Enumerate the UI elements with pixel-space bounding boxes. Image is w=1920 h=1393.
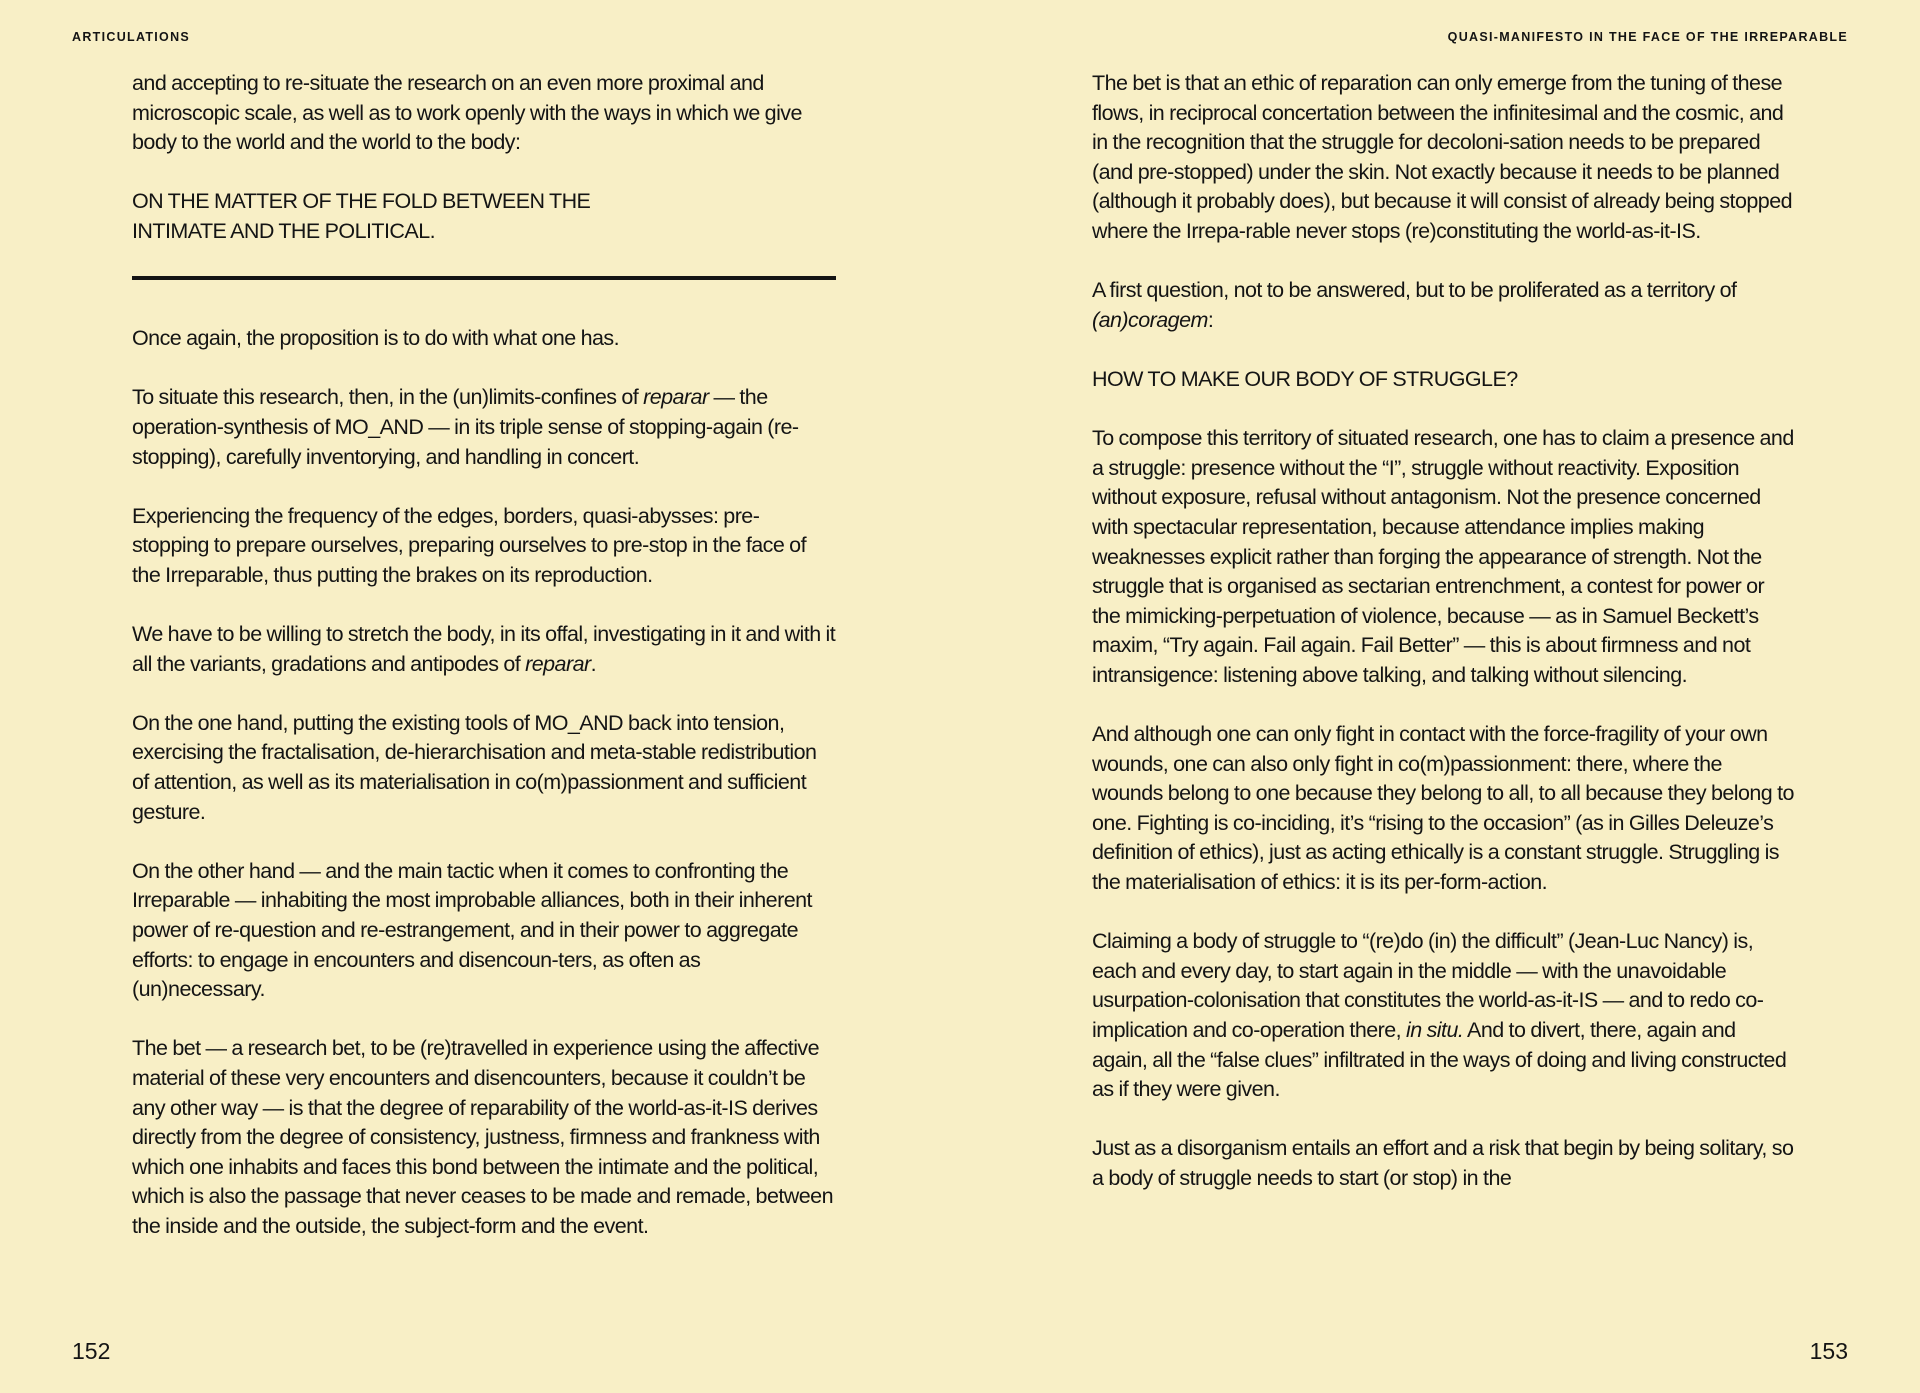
paragraph: Just as a disorganism entails an effort and a risk that begin by being solitary, so a body of struggle needs to start (or stop) in the [1092, 1136, 1794, 1190]
paragraph [1092, 927, 1794, 1105]
italic-term: (an)coragem [1092, 307, 1208, 332]
right-page-column [1092, 69, 1794, 1223]
left-page-column [132, 69, 836, 1271]
text-span: To situate this research, then, in the (un)limits-confines of [132, 385, 644, 410]
paragraph: The bet — a research bet, to be (re)travelled in experience using the affective material of these very encounters and disencounters, because it couldn’t be any other way — is that the degree of reparability of the world-as-it-IS derives directly from the degree of consistency, justness, firmness and frankness with which one inhabits and faces this bond between the intimate and the political, which is also the passage that never ceases to be made and remade, between the inside and the outside, the subject-form and the event. [132, 1036, 833, 1238]
text-span: : [1207, 307, 1214, 332]
paragraph [1092, 276, 1794, 335]
paragraph: On the one hand, putting the existing tools of MO_AND back into tension, exercising the fractalisation, de-hierarchisation and meta-stable redistribution of attention, as well as its materialisation in co(m)passionment and sufficient gesture. [132, 710, 817, 824]
paragraph: Once again, the proposition is to do with what one has. [132, 326, 620, 351]
text-span: . [590, 651, 597, 676]
running-header-left: ARTICULATIONS [72, 30, 191, 44]
running-header-right: QUASI-MANIFESTO IN THE FACE OF THE IRREPARABLE [1447, 30, 1848, 44]
paragraph: To compose this territory of situated research, one has to claim a presence and a struggle: presence without the “I”, struggle without reactivity. Exposition without exposure, refusal without antagonism. Not the presence concerned with spectacular representation, because attendance implies making weaknesses explicit rather than forging the appearance of strength. Not the struggle that is organised as sectarian entrenchment, a contest for power or the mimicking-perpetuation of violence, because — as in Samuel Beckett’s maxim, “Try again. Fail again. Fail Better” — this is about firmness and not intransigence: listening above talking, and talking without silencing. [1092, 426, 1794, 687]
section-heading: ON THE MATTER OF THE FOLD BETWEEN THE INTIMATE AND THE POLITICAL. [132, 189, 591, 243]
text-span: And to divert, there, again and again, all the “false clues” infiltrated in the ways of doing and living constructed as if they were given. [1092, 1018, 1787, 1102]
italic-term: reparar [643, 385, 709, 410]
text-span: Claiming a body of struggle to “(re)do (in) the difficult” (Jean-Luc Nancy) is, each and every day, to start again in the middle — with the unavoidable usurpation-colonisation that constitutes the world-as-it-IS — and to redo co-implication and co-operation there, [1092, 929, 1764, 1042]
text-span: A first question, not to be answered, but to be proliferated as a territory of [1092, 278, 1737, 303]
section-heading: HOW TO MAKE OUR BODY OF STRUGGLE? [1092, 366, 1518, 391]
page-number-left: 152 [72, 1338, 111, 1364]
paragraph: The bet is that an ethic of reparation can only emerge from the tuning of these flows, in reciprocal concertation between the infinitesimal and the cosmic, and in the recognition that the struggle for decoloni-sation needs to be prepared (and pre-stopped) under the skin. Not exactly because it needs to be planned (although it probably does), but because it will consist of already being stopped where the Irrepa-rable never stops (re)constituting the world-as-it-IS. [1092, 71, 1793, 243]
paragraph: On the other hand — and the main tactic when it comes to confronting the Irreparable — inhabiting the most improbable alliances, both in their inherent power of re-question and re-estrangement, and in their power to aggregate efforts: to engage in encounters and disencoun-ters, as often as (un)necessary. [132, 858, 812, 1002]
horizontal-rule [132, 276, 836, 280]
paragraph [132, 383, 836, 472]
paragraph [132, 620, 836, 679]
intro-paragraph: and accepting to re-situate the research on an even more proximal and microscopic scale, as well as to work openly with the ways in which we give body to the world and the world to the body: [132, 71, 802, 155]
paragraph: And although one can only fight in contact with the force-fragility of your own wounds, one can also only fight in co(m)passionment: there, where the wounds belong to one because they belong to all, to all because they belong to one. Fighting is co-inciding, it’s “rising to the occasion” (as in Gilles Deleuze’s definition of ethics), just as acting ethically is a constant struggle. Struggling is the materialisation of ethics: it is its per-form-action. [1092, 722, 1794, 895]
page-number-right: 153 [1809, 1338, 1848, 1364]
italic-term: reparar [525, 651, 591, 676]
text-span: We have to be willing to stretch the body, in its offal, investigating in it and with it all the variants, gradations and antipodes of [132, 622, 836, 676]
text-span: — the operation-synthesis of MO_AND — in its triple sense of stopping-again (re-stopping), carefully inventorying, and handling in concert. [132, 385, 799, 469]
paragraph: Experiencing the frequency of the edges, borders, quasi-abysses: pre-stopping to prepare ourselves, preparing ourselves to pre-stop in the face of the Irreparable, thus putting the brakes on its reproduction. [132, 503, 807, 587]
italic-term: in situ. [1406, 1018, 1464, 1042]
